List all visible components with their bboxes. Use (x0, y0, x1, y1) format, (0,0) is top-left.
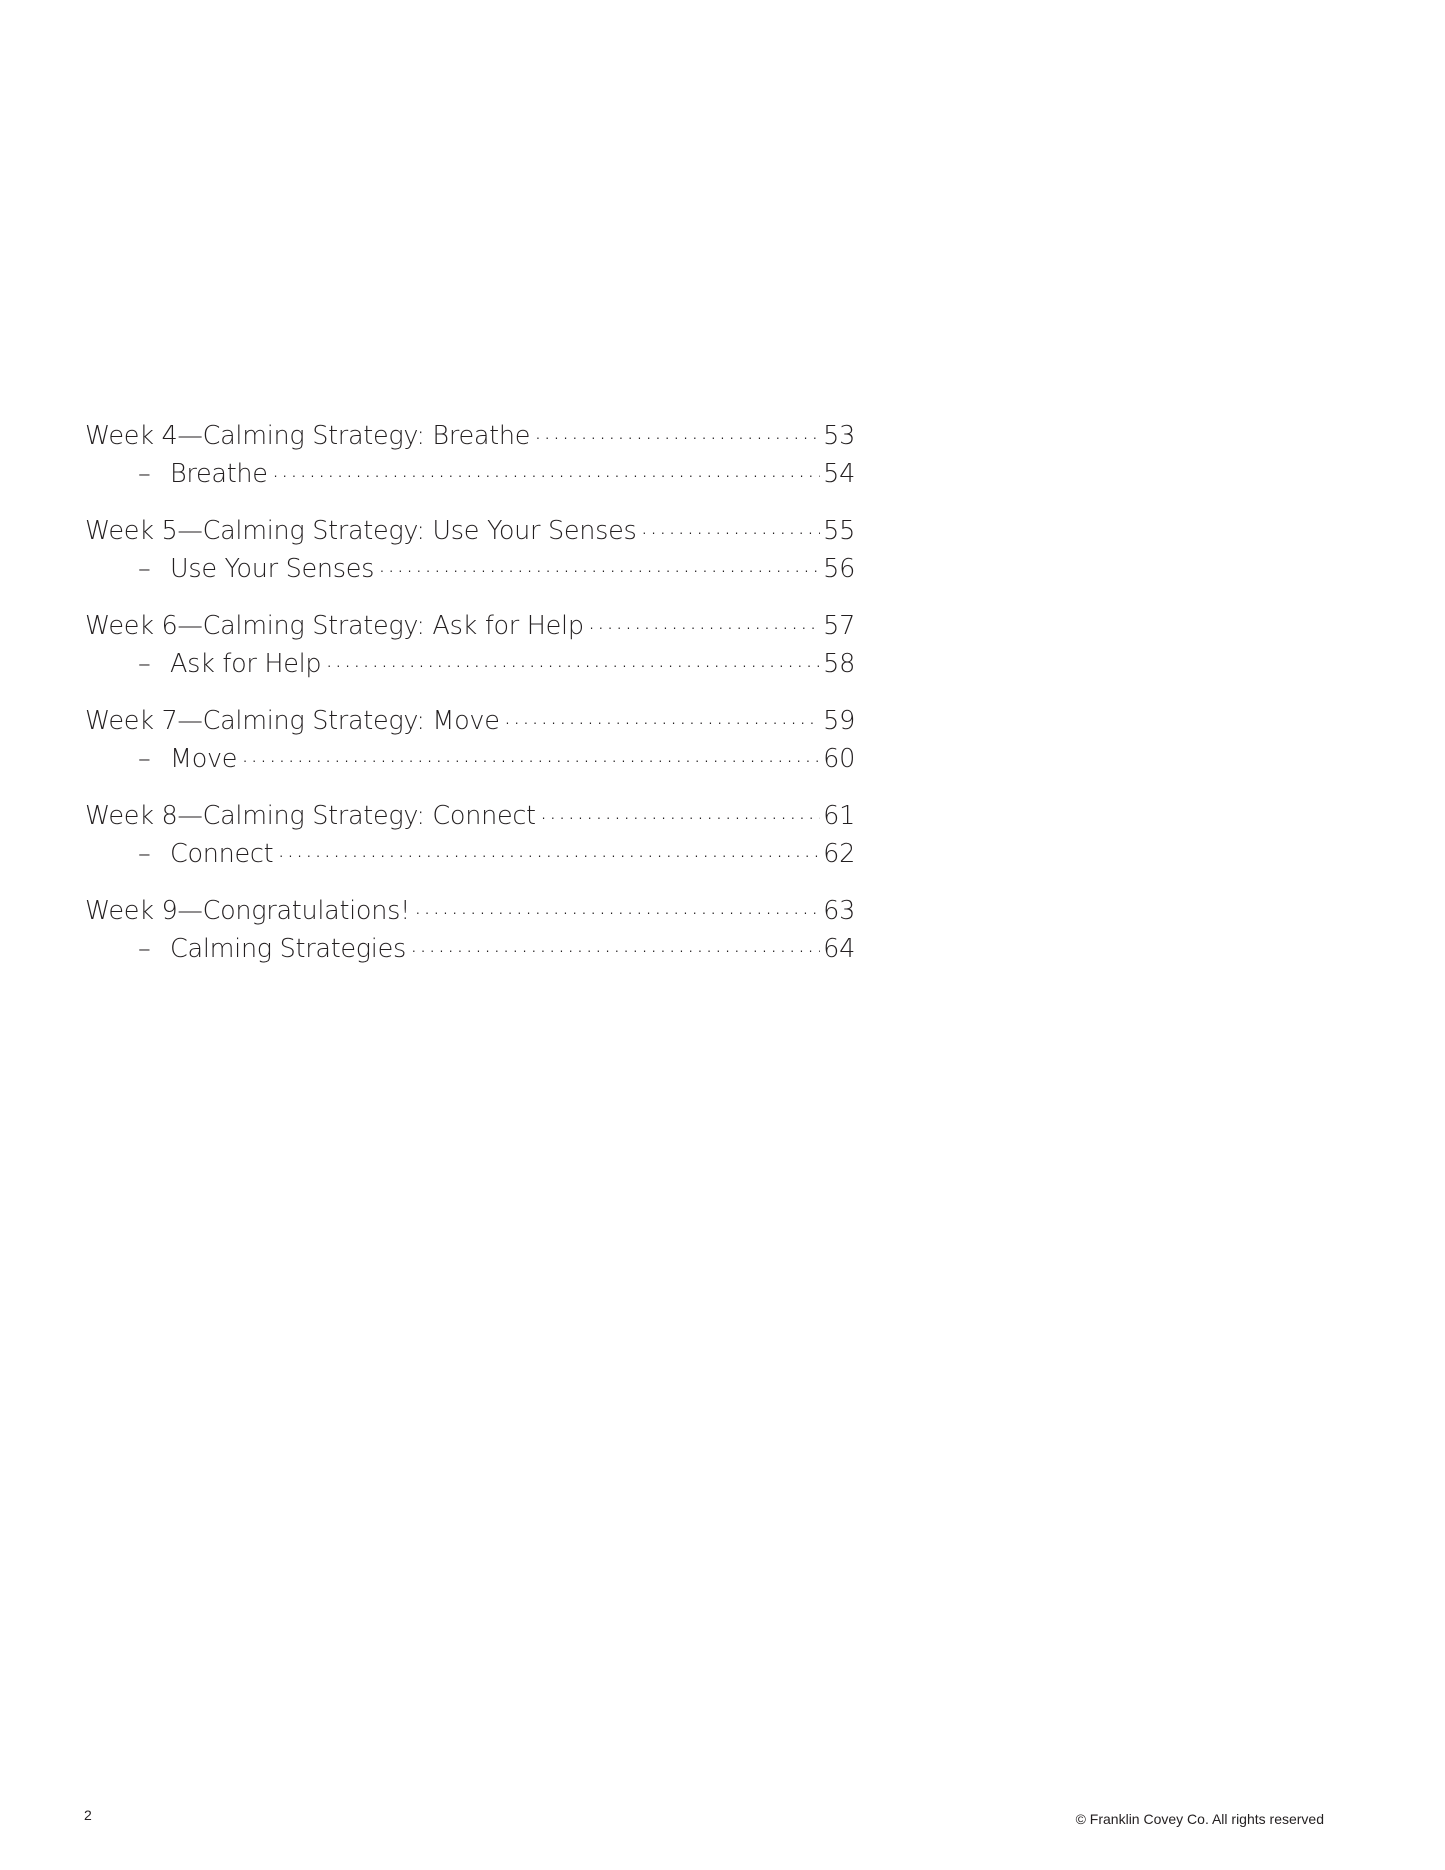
toc-entry-page: 55 (823, 515, 855, 546)
toc-entry-title: Week 5—Calming Strategy: Use Your Senses (85, 515, 637, 546)
dot-leader (540, 798, 820, 824)
dot-leader (325, 646, 820, 672)
toc-subentry[interactable] (85, 646, 855, 684)
toc-subentry[interactable] (85, 551, 855, 589)
dot-leader (277, 836, 820, 862)
toc-subentry-dash: – (138, 553, 151, 584)
toc-subentry[interactable] (85, 456, 855, 494)
toc-subentry-dash: – (138, 743, 151, 774)
toc-entry[interactable] (85, 893, 855, 931)
toc-subentry-page: 62 (823, 838, 855, 869)
toc-subentry-title: Use Your Senses (170, 553, 375, 584)
toc-subentry[interactable] (85, 836, 855, 874)
toc-subentry[interactable] (85, 741, 855, 779)
toc-entry-title: Week 8—Calming Strategy: Connect (85, 800, 536, 831)
toc-entry-title: Week 7—Calming Strategy: Move (85, 705, 500, 736)
table-of-contents (85, 418, 855, 988)
toc-entry-title: Week 4—Calming Strategy: Breathe (85, 420, 531, 451)
toc-entry[interactable] (85, 608, 855, 646)
toc-entry-title: Week 9—Congratulations! (85, 895, 410, 926)
toc-subentry[interactable] (85, 931, 855, 969)
toc-group-week-6 (85, 608, 855, 684)
dot-leader (241, 741, 820, 767)
toc-group-week-8 (85, 798, 855, 874)
toc-subentry-page: 64 (823, 933, 855, 964)
toc-subentry-dash: – (138, 458, 151, 489)
dot-leader (641, 513, 821, 539)
toc-subentry-dash: – (138, 838, 151, 869)
dot-leader (272, 456, 820, 482)
copyright-notice: © Franklin Covey Co. All rights reserved (1075, 1811, 1324, 1827)
toc-subentry-title: Connect (170, 838, 274, 869)
toc-group-week-9 (85, 893, 855, 969)
toc-subentry-page: 60 (823, 743, 855, 774)
toc-subentry-dash: – (138, 933, 151, 964)
toc-subentry-dash: – (138, 648, 151, 679)
toc-entry-title: Week 6—Calming Strategy: Ask for Help (85, 610, 584, 641)
toc-entry-page: 57 (823, 610, 855, 641)
toc-entry[interactable] (85, 798, 855, 836)
toc-entry-page: 63 (823, 895, 855, 926)
toc-subentry-title: Ask for Help (170, 648, 322, 679)
toc-group-week-5 (85, 513, 855, 589)
dot-leader (414, 893, 820, 919)
toc-subentry-title: Breathe (170, 458, 268, 489)
toc-subentry-page: 56 (823, 553, 855, 584)
toc-entry-page: 53 (823, 420, 855, 451)
toc-subentry-title: Calming Strategies (170, 933, 406, 964)
toc-entry[interactable] (85, 703, 855, 741)
dot-leader (504, 703, 821, 729)
toc-group-week-7 (85, 703, 855, 779)
toc-entry[interactable] (85, 418, 855, 456)
page-number: 2 (84, 1807, 92, 1823)
toc-group-week-4 (85, 418, 855, 494)
toc-subentry-title: Move (170, 743, 238, 774)
dot-leader (378, 551, 820, 577)
toc-entry[interactable] (85, 513, 855, 551)
toc-entry-page: 61 (823, 800, 855, 831)
dot-leader (534, 418, 820, 444)
toc-subentry-page: 54 (823, 458, 855, 489)
dot-leader (588, 608, 820, 634)
toc-entry-page: 59 (823, 705, 855, 736)
dot-leader (410, 931, 820, 957)
toc-subentry-page: 58 (823, 648, 855, 679)
